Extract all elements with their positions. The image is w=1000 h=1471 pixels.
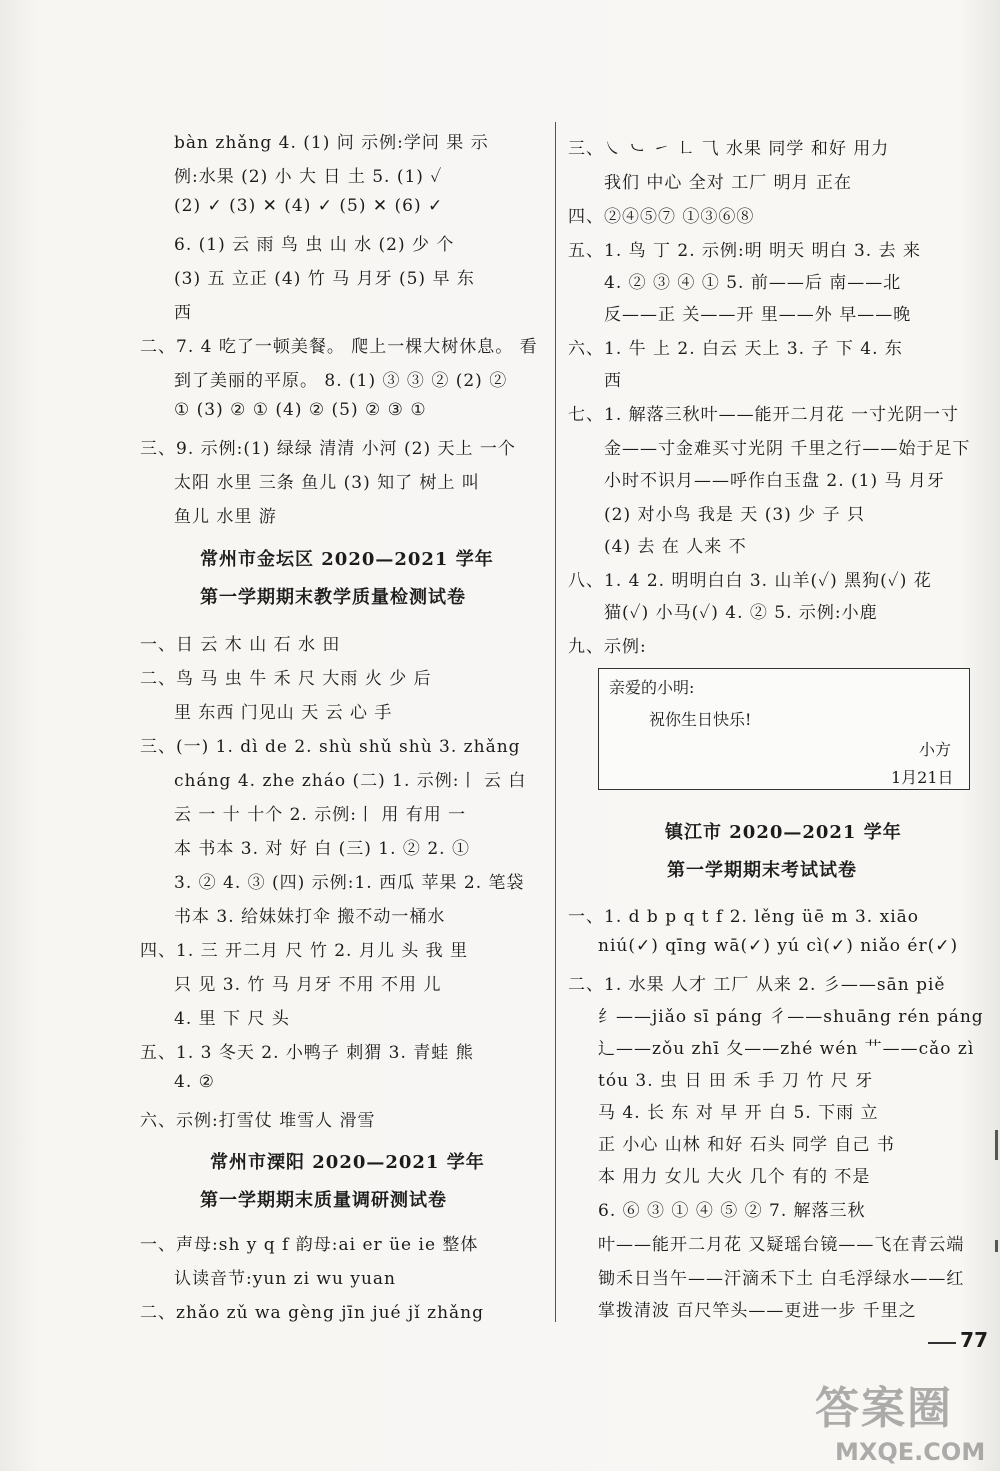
right-line-20: 纟——jiǎo sī páng 彳——shuāng rén páng <box>598 1007 984 1027</box>
watermark-url: MXQE.COM <box>835 1438 986 1466</box>
left-line-7: 二、7. 4 吃了一顿美餐。 爬上一棵大树休息。 看 <box>140 337 538 357</box>
right-line-16: 九、示例: <box>568 637 647 657</box>
right-line-18: niú(✓) qīng wā(✓) yú cì(✓) niǎo ér(✓) <box>598 936 959 956</box>
left-line-22: 四、1. 三 开二月 尺 竹 2. 月儿 头 我 里 <box>140 941 469 961</box>
section-heading-liyang-1: 常州市溧阳 2020—2021 学年 <box>210 1152 485 1173</box>
right-line-26: 6. ⑥ ③ ① ④ ⑤ ② 7. 解落三秋 <box>598 1201 866 1221</box>
right-line-19: 二、1. 水果 人才 工厂 从来 2. 彡——sān piě <box>568 975 946 995</box>
left-line-16: 三、(一) 1. dì de 2. shù shǔ shù 3. zhǎng <box>140 737 521 757</box>
left-line-29: 认读音节:yun zi wu yuan <box>174 1269 396 1289</box>
letter-signature: 小方 <box>919 740 952 759</box>
binding-mark <box>995 1130 998 1160</box>
left-line-2: 例:水果 (2) 小 大 日 土 5. (1) ✓ <box>174 167 443 187</box>
left-line-8: 到了美丽的平原。 8. (1) ③ ③ ② (2) ② <box>174 371 508 391</box>
left-line-14: 二、鸟 马 虫 牛 禾 尺 大雨 火 少 后 <box>140 669 432 689</box>
right-line-13: (4) 去 在 人来 不 <box>604 537 747 557</box>
left-line-15: 里 东西 门见山 天 云 心 手 <box>174 703 393 723</box>
binding-mark <box>995 1240 998 1252</box>
right-line-28: 锄禾日当午——汗滴禾下土 白毛浮绿水——红 <box>598 1269 965 1289</box>
right-line-12: (2) 对小鸟 我是 天 (3) 少 子 只 <box>604 505 865 525</box>
left-line-30: 二、zhǎo zǔ wa gèng jīn jué jǐ zhǎng <box>140 1303 484 1323</box>
right-line-8: 西 <box>604 371 622 391</box>
right-line-10: 金——寸金难买寸光阴 千里之行——始于足下 <box>604 439 971 459</box>
right-line-2: 我们 中心 全对 工厂 明月 正在 <box>604 173 853 193</box>
section-heading-zhenjiang-1: 镇江市 2020—2021 学年 <box>665 822 902 843</box>
left-line-12: 鱼儿 水里 游 <box>174 507 277 527</box>
left-line-6: 西 <box>174 303 192 323</box>
letter-answer-box <box>598 668 970 790</box>
right-line-21: 辶——zǒu zhī 夂——zhé wén 艹——cǎo zì <box>598 1039 975 1059</box>
left-line-10: 三、9. 示例:(1) 绿绿 清清 小河 (2) 天上 一个 <box>140 439 516 459</box>
left-line-4: 6. (1) 云 雨 鸟 虫 山 水 (2) 少 个 <box>174 235 455 255</box>
right-line-7: 六、1. 牛 上 2. 白云 天上 3. 子 下 4. 东 <box>568 339 903 359</box>
right-line-15: 猫(✓) 小马(✓) 4. ② 5. 示例:小鹿 <box>604 603 878 623</box>
right-line-6: 反——正 关——开 里——外 早——晚 <box>604 305 912 325</box>
right-line-17: 一、1. d b p q t f 2. lěng üē m 3. xiāo <box>568 907 920 927</box>
left-line-11: 太阳 水里 三条 鱼儿 (3) 知了 树上 叫 <box>174 473 480 493</box>
left-line-27: 六、示例:打雪仗 堆雪人 滑雪 <box>140 1111 376 1131</box>
right-line-11: 小时不识月——呼作白玉盘 2. (1) 马 月牙 <box>604 471 945 491</box>
left-line-17: cháng 4. zhe zháo (二) 1. 示例:丨 云 白 <box>174 771 527 791</box>
left-line-25: 五、1. 3 冬天 2. 小鸭子 刺猬 3. 青蛙 熊 <box>140 1043 474 1063</box>
section-heading-jintan-1: 常州市金坛区 2020—2021 学年 <box>200 549 494 570</box>
page-number-dash <box>928 1342 956 1344</box>
left-line-23: 只 见 3. 竹 马 月牙 不用 不用 儿 <box>174 975 442 995</box>
section-heading-liyang-2: 第一学期期末质量调研测试卷 <box>200 1190 447 1211</box>
left-line-5: (3) 五 立正 (4) 竹 马 月牙 (5) 早 东 <box>174 269 475 289</box>
right-line-14: 八、1. 4 2. 明明白白 3. 山羊(✓) 黑狗(✓) 花 <box>568 571 932 591</box>
left-line-13: 一、日 云 木 山 石 水 田 <box>140 635 341 655</box>
right-line-22: tóu 3. 虫 日 田 禾 手 刀 竹 尺 牙 <box>598 1071 874 1091</box>
left-line-28: 一、声母:sh y q f 韵母:ai er üe ie 整体 <box>140 1235 479 1255</box>
right-line-1: 三、㇏ ㇃ ㇀ ㇗ ⺄ 水果 同学 和好 用力 <box>568 139 890 159</box>
left-line-3: (2) ✓ (3) ✕ (4) ✓ (5) ✕ (6) ✓ <box>174 196 444 216</box>
right-line-9: 七、1. 解落三秋叶——能开二月花 一寸光阴一寸 <box>568 405 960 425</box>
left-line-20: 3. ② 4. ③ (四) 示例:1. 西瓜 苹果 2. 笔袋 <box>174 873 525 893</box>
left-line-18: 云 一 十 十个 2. 示例:丨 用 有用 一 <box>174 805 467 825</box>
letter-greeting: 亲爱的小明: <box>609 678 695 697</box>
left-line-9: ① (3) ② ① (4) ② (5) ② ③ ① <box>174 400 427 420</box>
right-line-3: 四、②④⑤⑦ ①③⑥⑧ <box>568 207 755 227</box>
right-line-29: 掌拨清波 百尺竿头——更进一步 千里之 <box>598 1301 917 1321</box>
section-heading-zhenjiang-2: 第一学期期末考试试卷 <box>667 860 857 881</box>
right-line-27: 叶——能开二月花 又疑瑶台镜——飞在青云端 <box>598 1235 965 1255</box>
right-line-23: 马 4. 长 东 对 早 开 白 5. 下雨 立 <box>598 1103 879 1123</box>
section-heading-jintan-2: 第一学期期末教学质量检测试卷 <box>200 587 466 608</box>
right-line-25: 本 用力 女儿 大火 几个 有的 不是 <box>598 1167 871 1187</box>
letter-date: 1月21日 <box>891 768 954 787</box>
right-line-5: 4. ② ③ ④ ① 5. 前——后 南——北 <box>604 273 902 293</box>
column-divider <box>555 122 556 1322</box>
right-line-24: 正 小心 山林 和好 石头 同学 自己 书 <box>598 1135 895 1155</box>
right-line-4: 五、1. 鸟 丁 2. 示例:明 明天 明白 3. 去 来 <box>568 241 922 261</box>
watermark-logo: 答案圈 <box>815 1383 953 1434</box>
left-line-19: 本 书本 3. 对 好 白 (三) 1. ② 2. ① <box>174 839 470 859</box>
letter-body: 祝你生日快乐! <box>649 710 752 729</box>
left-line-24: 4. 里 下 尺 头 <box>174 1009 290 1029</box>
left-line-1: bàn zhǎng 4. (1) 问 示例:学问 果 示 <box>174 133 489 153</box>
left-line-26: 4. ② <box>174 1072 215 1092</box>
left-line-21: 书本 3. 给妹妹打伞 搬不动一桶水 <box>174 907 446 927</box>
page-number: 77 <box>960 1328 988 1352</box>
